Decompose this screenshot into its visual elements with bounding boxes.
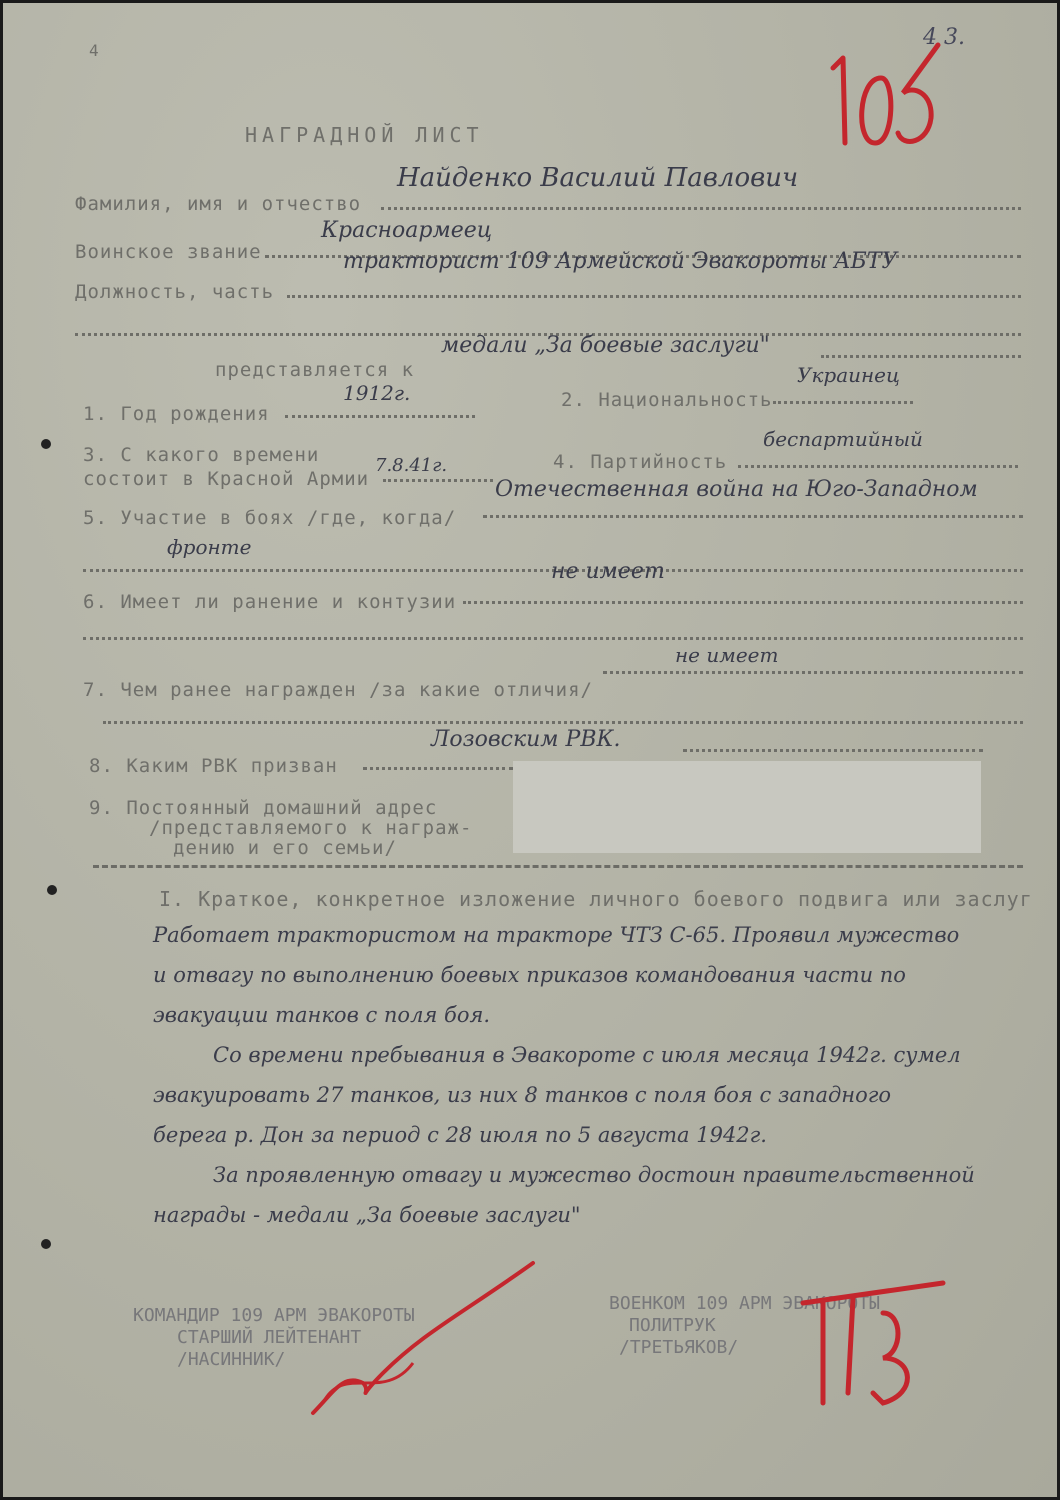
rvk-dots-2 [683,749,983,752]
prev-awards-dots-2 [103,721,1023,724]
award-value: медали „За боевые заслуги" [441,333,770,358]
wounds-dots [463,601,1023,604]
wounds-label: 6. Имеет ли ранение и контузии [83,591,457,613]
sheet-note: 4 3. [923,25,965,50]
commissar-name: /ТРЕТЬЯКОВ/ [619,1337,739,1358]
rank-label: Воинское звание [75,241,262,263]
rvk-dots [363,767,513,770]
rank-value: Красноармеец [321,218,493,243]
position-dots [287,295,1021,298]
commander-red-signature [293,1253,553,1433]
redacted-address-block [513,761,981,853]
commander-rank: СТАРШИЙ ЛЕЙТЕНАНТ [177,1327,362,1348]
commissar-rank: ПОЛИТРУК [629,1315,716,1336]
document-title: НАГРАДНОЙ ЛИСТ [245,123,484,147]
army-since-label: 3. С какого времени состоит в Красной Армии [83,444,370,490]
position-label: Должность, часть [75,281,275,303]
commander-name: /НАСИННИК/ [177,1349,286,1370]
wounds-dots-2 [83,637,1023,640]
address-label-2: /представляемого к награж- [149,817,473,839]
commissar-red-signature [783,1273,963,1433]
award-sheet [3,3,1057,1497]
merit-line: Со времени пребывания в Эвакороте с июля месяца 1942г. сумел [213,1043,961,1067]
merit-line: За проявленную отвагу и мужество достоин правительственной [213,1163,975,1187]
nationality-dots [773,401,913,404]
party-dots [738,465,1018,468]
address-label: 9. Постоянный домашний адрес [89,797,438,819]
merit-line: награды - медали „За боевые заслуги" [153,1203,581,1227]
army-since-dots [383,479,493,482]
prev-awards-dots [603,671,1023,674]
battles-dots [483,515,1023,518]
award-dots [821,355,1021,358]
party-value: беспартийный [763,427,923,451]
merit-line: эвакуировать 27 танков, из них 8 танков с поля боя с западного [153,1083,892,1107]
merit-line: и отвагу по выполнению боевых приказов командования части по [153,963,906,987]
battles-value-2: фронте [167,535,252,559]
merit-line: берега р. Дон за период с 28 июля по 5 августа 1942г. [153,1123,767,1147]
battles-label: 5. Участие в боях /где, когда/ [83,507,457,529]
address-label-3: дению и его семьи/ [173,837,397,859]
rvk-value: Лозовским РВК. [431,727,621,752]
fio-dots [381,207,1021,210]
birth-dots [285,415,475,418]
party-label: 4. Партийность [553,451,728,473]
nationality-value: Украинец [797,363,900,387]
award-label: представляется к [215,359,415,381]
birth-label: 1. Год рождения [83,403,270,425]
binder-hole [41,439,51,449]
prev-awards-value: не имеет [675,643,779,667]
wounds-value: не имеет [551,559,665,584]
fio-value: Найденко Василий Павлович [397,163,799,193]
commander-title: КОМАНДИР 109 АРМ ЭВАКОРОТЫ [133,1305,415,1326]
army-since-value: 7.8.41г. [375,455,448,476]
commissar-title: ВОЕНКОМ 109 АРМ ЭВАКОРОТЫ [609,1293,880,1314]
position-value: тракторист 109 Армейской Эвакороты АБТУ [343,249,898,274]
section-heading: I. Краткое, конкретное изложение личного боевого подвига или заслуг [159,887,1033,911]
binder-hole [41,1239,51,1249]
merit-text [153,915,1033,1235]
merit-line: Работает трактористом на тракторе ЧТЗ С-65. Проявил мужество [153,923,960,947]
battles-value: Отечественная война на Юго-Западном [495,477,978,502]
nationality-label: 2. Национальность [561,389,773,411]
corner-number: 4 [89,41,100,60]
birth-value: 1912г. [343,381,411,405]
binder-hole [47,885,57,895]
prev-awards-label: 7. Чем ранее награжден /за какие отличия/ [83,679,593,701]
fio-label: Фамилия, имя и отчество [75,193,362,215]
section-divider [93,865,1023,868]
rvk-label: 8. Каким РВК призван [89,755,338,777]
merit-line: эвакуации танков с поля боя. [153,1003,491,1027]
